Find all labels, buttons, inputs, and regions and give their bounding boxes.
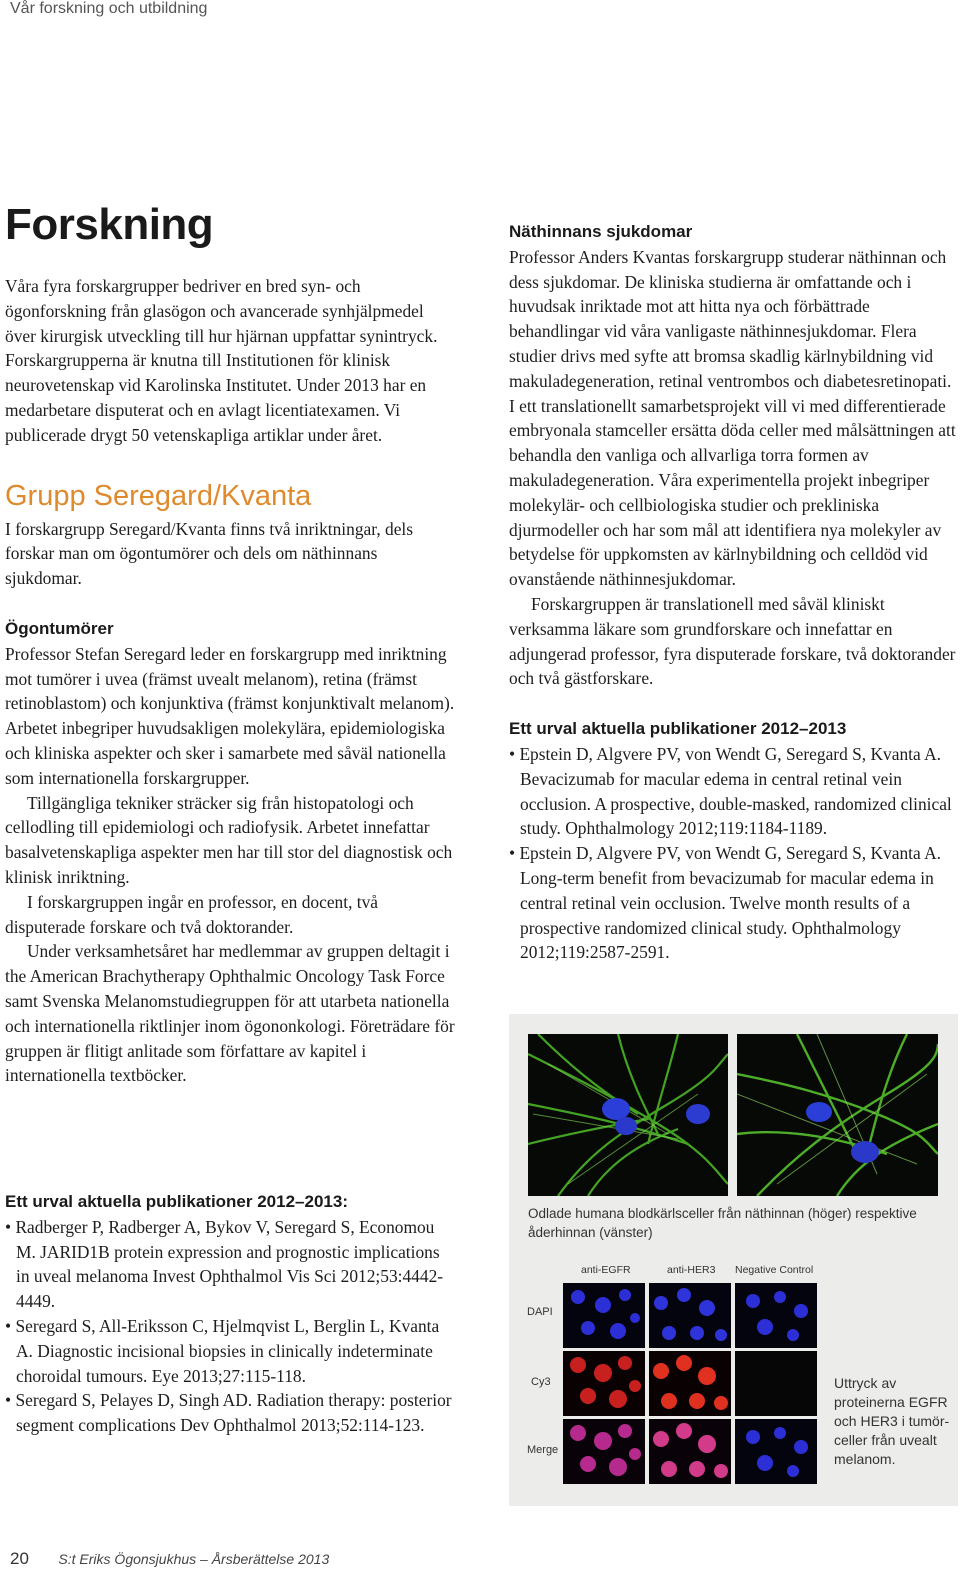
merge-negative-panel <box>735 1419 817 1484</box>
page-title: Forskning <box>5 200 214 249</box>
page-number: 20 <box>10 1549 29 1568</box>
figure-box <box>509 1014 958 1506</box>
micrograph-retina-cells <box>737 1034 938 1196</box>
merge-her3-panel <box>649 1419 731 1484</box>
nathinnan-p2: Forskargruppen är translationell med såväl kliniskt verksamma läkare som grundforskare och innefattar en adjungerad professor, fyra disputerade forskare, två doktorander och två gästforskare. <box>509 593 956 689</box>
row-label-cy3: Cy3 <box>531 1376 551 1388</box>
row-label-dapi: DAPI <box>527 1306 553 1318</box>
publication-item: • Radberger P, Radberger A, Bykov V, Seregard S, Economou M. JARID1B protein expression and prognostic implications in uveal melanoma Invest Ophthalmol Vis Sci 2012;53:4442-4449. <box>5 1215 455 1314</box>
dapi-negative-panel <box>735 1283 817 1348</box>
publications-left-heading: Ett urval aktuella publikationer 2012–2013: <box>5 1192 348 1211</box>
publications-right-heading: Ett urval aktuella publikationer 2012–2013 <box>509 719 847 739</box>
running-head: Vår forskning och utbildning <box>10 0 208 17</box>
figure-caption-cells: Odlade humana blodkärlsceller från näthinnan (höger) respektive åderhinnan (vänster) <box>528 1206 917 1240</box>
group-intro: I forskargrupp Seregard/Kvanta finns två inriktningar, dels forskar man om ögontumörer och dels om näthinnans sjukdomar. <box>5 518 414 589</box>
ogontumorer-p3: I forskargruppen ingår en professor, en docent, två disputerade forskare och två doktorander. <box>5 891 379 937</box>
cy3-egfr-panel <box>563 1351 645 1416</box>
nathinnan-heading: Näthinnans sjukdomar <box>509 222 693 241</box>
footer <box>10 1549 329 1569</box>
column-label-negative-control: Negative Control <box>735 1264 814 1276</box>
cy3-her3-panel <box>649 1351 731 1416</box>
figure-caption-tumor: Uttryck av proteinerna EGFR och HER3 i tumör-celler från uvealt melanom. <box>834 1375 950 1467</box>
left-column <box>5 200 455 1088</box>
cy3-negative-panel <box>735 1351 817 1416</box>
column-label-egfr: anti-EGFR <box>581 1264 631 1276</box>
ogontumorer-p1: Professor Stefan Seregard leder en forskargrupp med inriktning mot tumörer i uvea (främst uvealt melanom), retina (främst retinoblastom) och konjunktiva (främst konjunktivalt melanom). Arbetet inbegriper huvudsakligen molekylära, epidemiologiska och kliniska aspekter och sker i samarbete med såväl nationella som internationella forskargrupper. <box>5 643 455 788</box>
dapi-her3-panel <box>649 1283 731 1348</box>
publications-left <box>5 1190 455 1438</box>
intro-paragraph: Våra fyra forskargrupper bedriver en bred syn- och ögonforskning från glasögon och avancerade synhjälpmedel över kirurgisk utveckling till hur hjärnan uppfattar synintryck. Forskargrupperna är knutna till Institutionen för klinisk neurovetenskap vid Karolinska Institutet. Under 2013 har en medarbetare disputerat och en avlagt licentiatexamen. Vi publicerade drygt 50 vetenskapliga artiklar under året. <box>5 276 438 445</box>
micrograph-choroid-cells <box>528 1034 728 1196</box>
ogontumorer-p2: Tillgängliga tekniker sträcker sig från histopatologi och cellodling till epidemiologi och radiofysik. Arbetet innefattar basalvetenskapliga aspekter men har till stor del diagnostisk och klinisk inriktning. <box>5 792 453 887</box>
merge-egfr-panel <box>563 1419 645 1484</box>
publication-item: • Seregard S, Pelayes D, Singh AD. Radiation therapy: posterior segment complications Dev Ophthalmol 2013;52:114-123. <box>5 1388 455 1438</box>
publication-item: • Epstein D, Algvere PV, von Wendt G, Seregard S, Kvanta A. Bevacizumab for macular edema in central retinal vein occlusion. A prospective, double-masked, randomized clinical study. Ophthalmology 2012;119:1184-1189. <box>509 742 959 841</box>
publication-item: • Seregard S, All-Eriksson C, Hjelmqvist L, Berglin L, Kvanta A. Diagnostic incisional biopsies in clinically indeterminate choroidal tumours. Eye 2013;27:115-118. <box>5 1314 455 1388</box>
ogontumorer-p4: Under verksamhetsåret har medlemmar av gruppen deltagit i the American Brachytherapy Ophthalmic Oncology Task Force samt Svenska Melanomstudiegruppen för att utarbeta nationella och internationella riktlinjer inom ögononkologi. Företrädare för gruppen är flitigt anlitade som författare av kapitel i internationella textböcker. <box>5 941 455 1086</box>
row-label-merge: Merge <box>527 1444 559 1456</box>
ogontumorer-heading: Ögontumörer <box>5 618 114 638</box>
nathinnan-p1: Professor Anders Kvantas forskargrupp studerar näthinnan och dess sjukdomar. De kliniska studierna är omfattande och i huvudsak inriktade mot att hitta nya och förbättrade behandlingar vid våra vanligaste näthinnesjukdomar. Flera studier drivs med syfte att bromsa skadlig kärlnybildning vid makuladegeneration, retinal ventrombos och diabetesretinopati. I ett translationellt samarbetsprojekt vill vi med differentierade embryonala stamceller ersätta döda celler med målsättningen att behandla den vanliga och allvarliga torra formen av makuladegeneration. Våra experimentella projekt inbegriper molekylär- och cellbiologiska studier och prekliniska djurmodeller och har som mål att identifiera nya molekyler av betydelse för uppkomsten av kärlnybildning och celldöd vid ovanstående näthinnesjukdomar. <box>509 246 956 590</box>
group-heading: Grupp Seregard/Kvanta <box>5 479 312 512</box>
publications-left-list <box>5 1215 455 1438</box>
column-label-her3: anti-HER3 <box>667 1264 716 1276</box>
publication-item: • Epstein D, Algvere PV, von Wendt G, Seregard S, Kvanta A. Long-term benefit from bevacizumab for macular edema in central retinal vein occlusion. Twelve month results of a prospective randomized clinical study. Ophthalmology 2012;119:2587-2591. <box>509 841 959 965</box>
publications-right-list <box>509 742 959 965</box>
publication-title: S:t Eriks Ögonsjukhus – Årsberättelse 2013 <box>58 1551 330 1567</box>
right-column <box>509 220 959 965</box>
dapi-egfr-panel <box>563 1283 645 1348</box>
